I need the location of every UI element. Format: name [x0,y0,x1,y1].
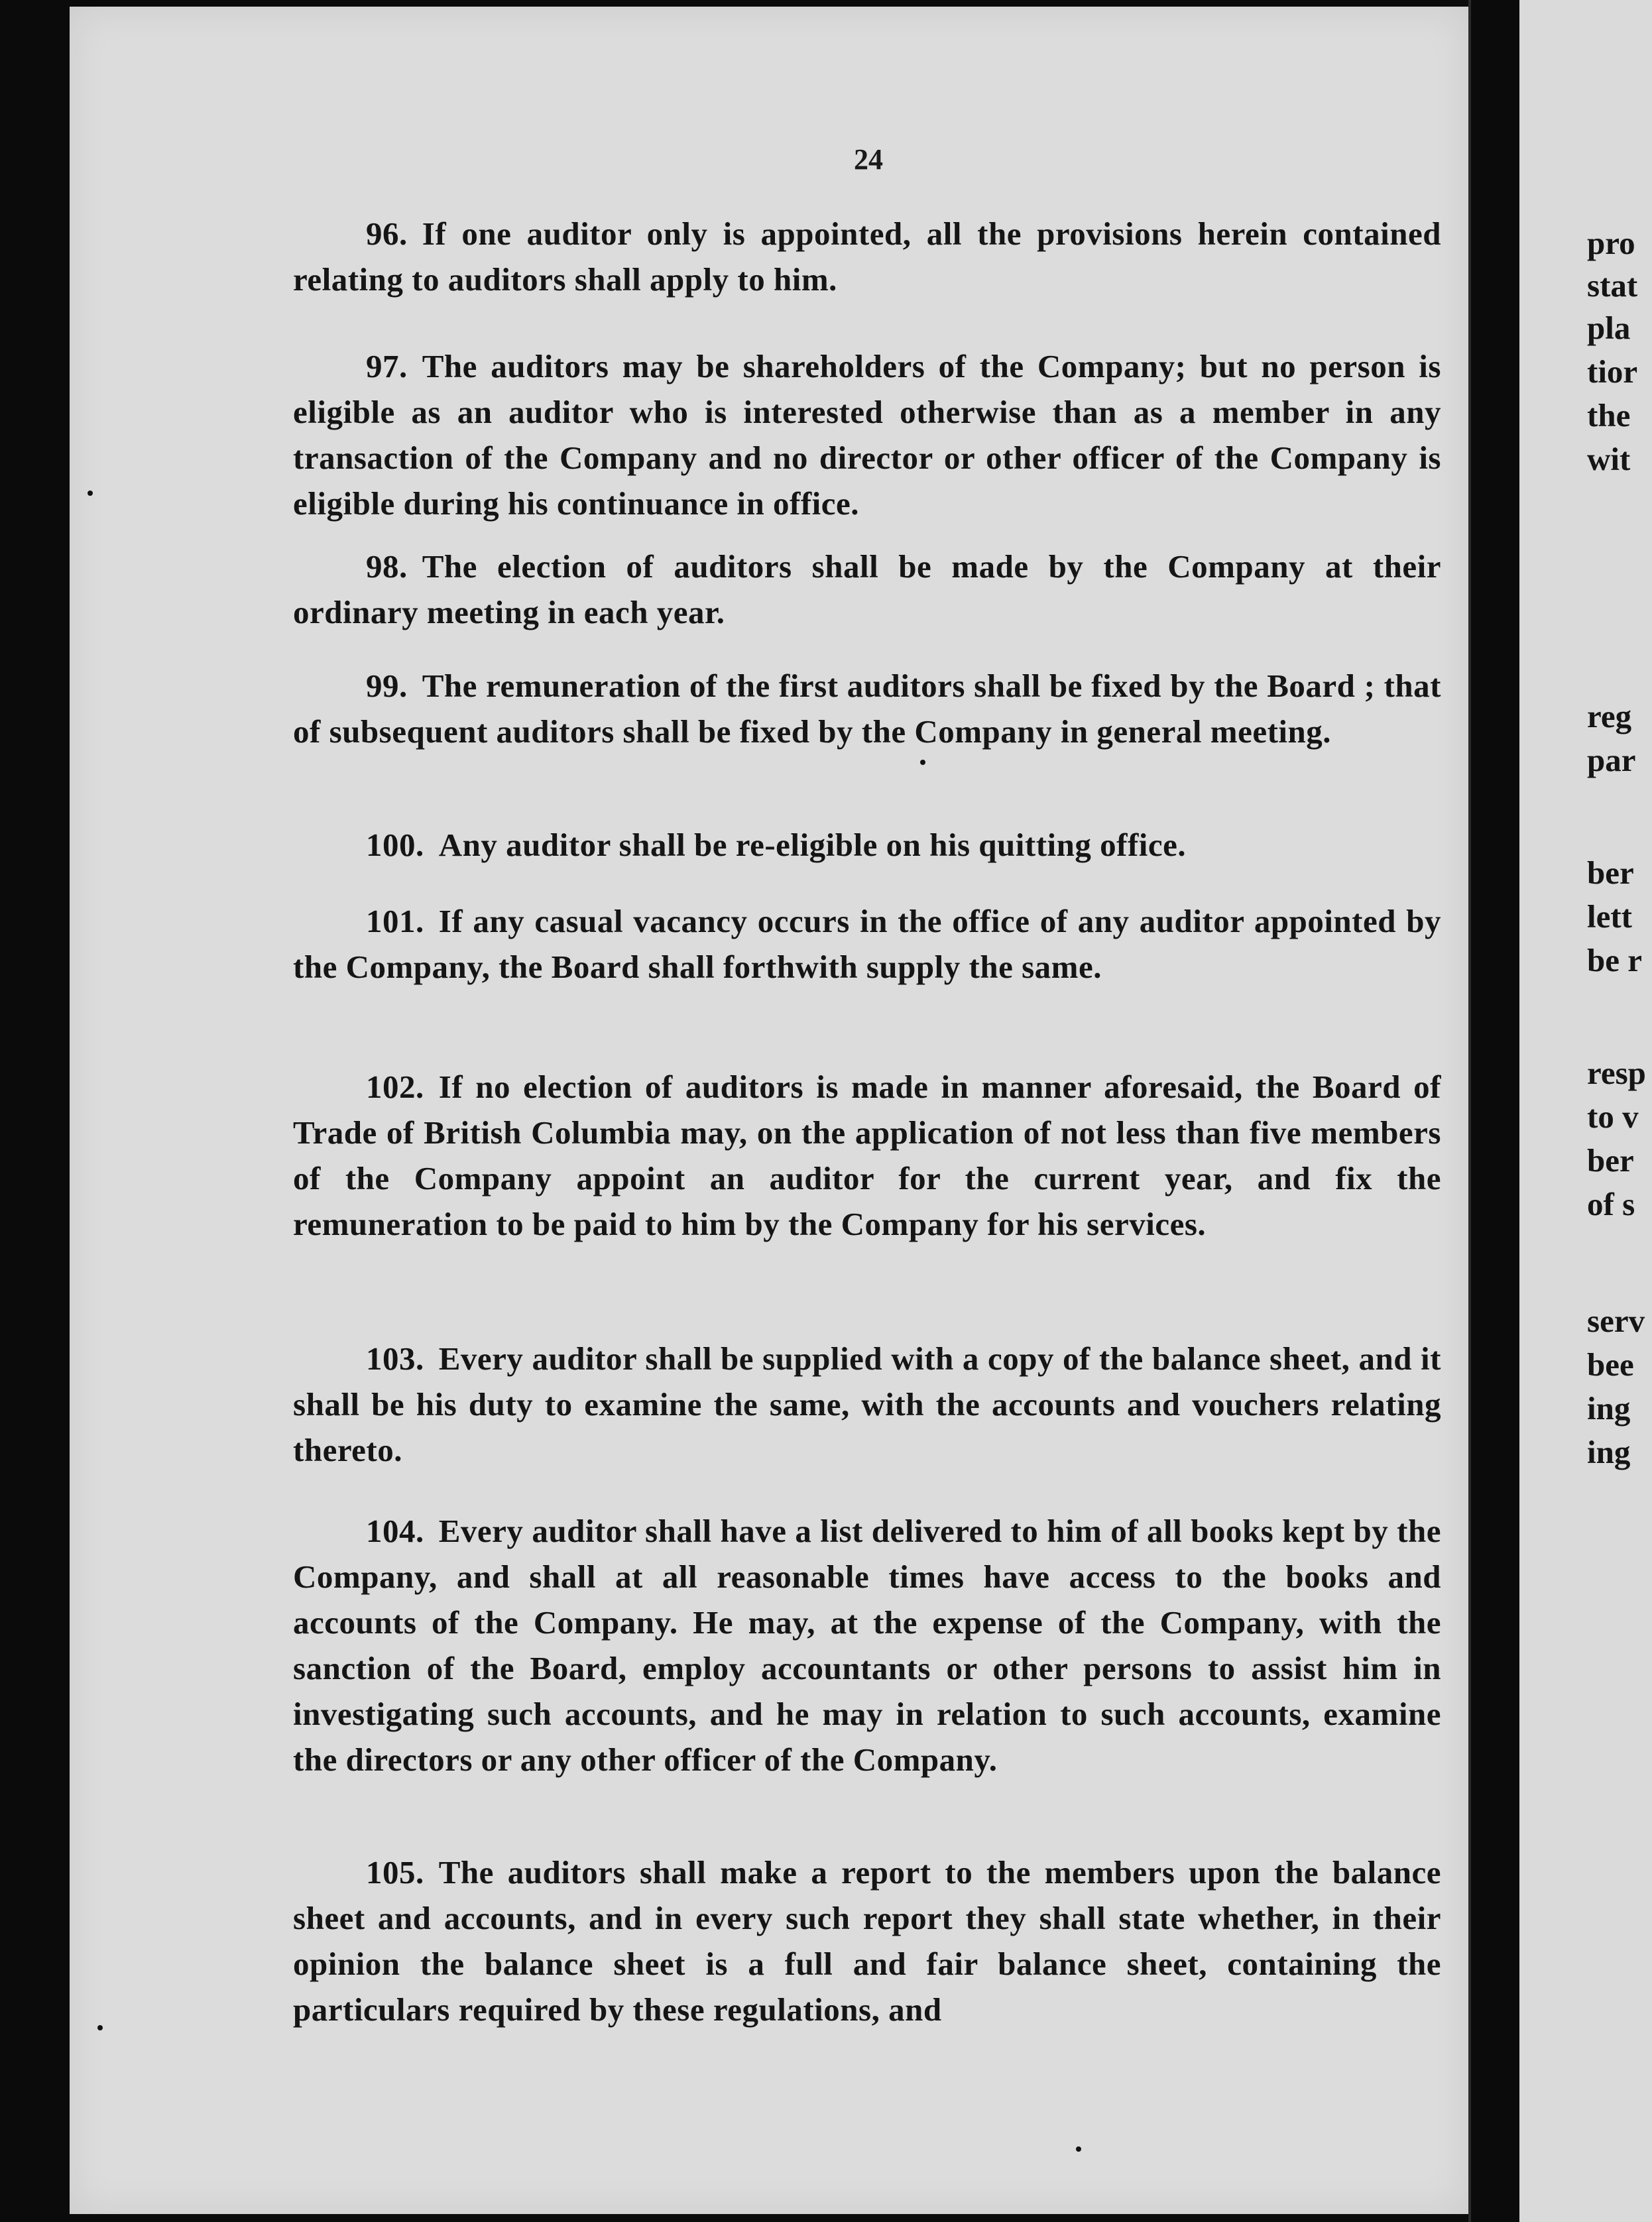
clause-105 [293,1849,1441,2032]
clause-98 [293,544,1441,635]
facing-page-fragment: bee [1587,1346,1634,1383]
clause-text: If any casual vacancy occurs in the office of any auditor appointed by the Company, the Board shall forthwith supply the same. [293,903,1441,985]
facing-page-fragment: lett [1587,898,1632,935]
clause-number: 103. [366,1340,424,1377]
facing-page-fragment: ing [1587,1434,1631,1470]
clause-text: The election of auditors shall be made by the Company at their ordinary meeting in each year. [293,548,1441,630]
page-number: 24 [854,143,883,176]
clause-text: Every auditor shall be supplied with a copy of the balance sheet, and it shall be his duty to examine the same, with the accounts and vouchers relating thereto. [293,1340,1441,1468]
facing-page-fragment: wit [1587,441,1631,477]
facing-page-fragment: par [1587,742,1636,778]
facing-page-fragment: reg [1587,698,1632,734]
clause-number: 97. [366,348,408,384]
clause-number: 105. [366,1854,424,1891]
clause-104 [293,1508,1441,1783]
clause-text: If one auditor only is appointed, all the provisions herein contained relating to auditors shall apply to him. [293,215,1441,298]
facing-page-fragment: ber [1587,854,1634,891]
clause-number: 100. [366,827,424,863]
clause-101 [293,898,1441,990]
speck [1076,2146,1081,2152]
page-gutter [1468,0,1471,2222]
clause-text: Any auditor shall be re-eligible on his quitting office. [438,827,1187,863]
clause-text: The remuneration of the first auditors shall be fixed by the Board ; that of subsequent auditors shall be fixed by the Company in general meeting. [293,668,1441,750]
facing-page-fragment: the [1587,397,1631,434]
clause-102 [293,1064,1441,1247]
facing-page-fragment: tior [1587,353,1638,390]
facing-page-fragment: to v [1587,1098,1639,1135]
facing-page-fragment: pla [1587,310,1631,346]
clause-text: Every auditor shall have a list delivered to him of all books kept by the Company, and shall at all reasonable times have access to the books and accounts of the Company. He may, at the expense of the Company, with the sanction of the Board, employ accountants or other persons to assist him in investigating such accounts, and he may in relation to such accounts, examine the directors or any other officer of the Company. [293,1513,1441,1778]
speck [920,760,925,765]
facing-page-fragment: ing [1587,1390,1631,1427]
clause-text: If no election of auditors is made in manner aforesaid, the Board of Trade of British Columbia may, on the application of not less than five members of the Company appoint an auditor for the current year, and fix the remuneration to be paid to him by the Company for his services. [293,1069,1441,1242]
clause-number: 98. [366,548,408,585]
facing-page-fragment: be r [1587,942,1642,978]
facing-page-fragment: resp [1587,1055,1646,1091]
clause-number: 96. [366,215,408,252]
facing-page-fragment: pro [1587,225,1635,261]
clause-text: The auditors may be shareholders of the Company; but no person is eligible as an auditor who is interested otherwise than as a member in any transaction of the Company and no director or other officer of the Company is eligible during his continuance in office. [293,348,1441,522]
clause-number: 101. [366,903,424,939]
clause-text: The auditors shall make a report to the members upon the balance sheet and accounts, and in every such report they shall state whether, in their opinion the balance sheet is a full and fair balance sheet, containing the particulars required by these regulations, and [293,1854,1441,2028]
clause-99 [293,663,1441,754]
clause-number: 104. [366,1513,424,1549]
speck [88,491,93,496]
speck [97,2025,103,2030]
facing-page-fragment: stat [1587,267,1638,304]
clause-100 [293,822,1441,868]
clause-97 [293,343,1441,526]
clause-number: 99. [366,668,408,704]
clause-103 [293,1336,1441,1473]
facing-page-fragment: ber [1587,1142,1634,1179]
clause-96 [293,211,1441,302]
facing-page-fragment: serv [1587,1303,1645,1339]
clause-number: 102. [366,1069,424,1105]
facing-page-fragment: of s [1587,1186,1635,1222]
